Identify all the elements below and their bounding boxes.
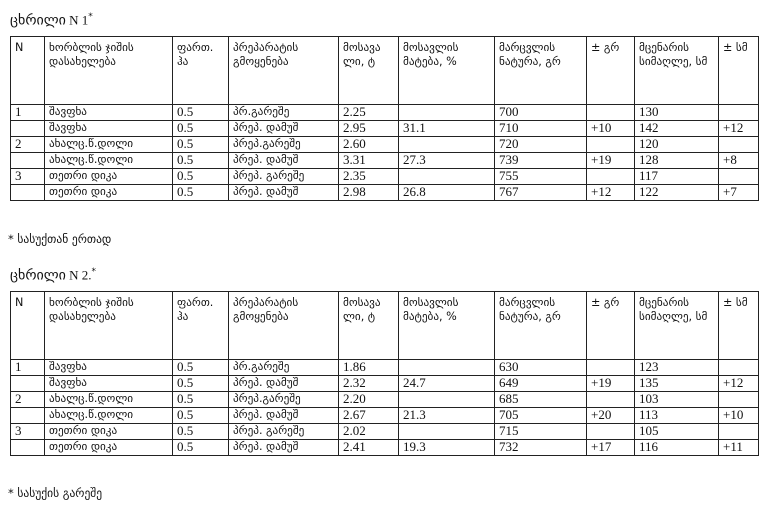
cell-treatment: პრეპ. დამუშ [229, 153, 339, 169]
table-row [11, 408, 759, 424]
cell-grain-diff [587, 169, 635, 185]
cell-yield-increase: 24.7 [399, 376, 495, 392]
cell-grain-diff [587, 392, 635, 408]
cell-plant-height: 122 [635, 185, 719, 201]
table1-title-mark: * [88, 12, 93, 22]
cell-treatment: პრეპ. დამუშ [229, 185, 339, 201]
table-row [11, 392, 759, 408]
header-yield: მოსავა ლი, ტ [339, 292, 399, 360]
cell-variety: შავფხა [45, 360, 173, 376]
table2-footnote: * სასუქის გარეშე [8, 486, 103, 500]
cell-height-diff: +12 [719, 376, 759, 392]
cell-number: 3 [11, 424, 45, 440]
cell-variety: თეთრი დიკა [45, 169, 173, 185]
cell-height-diff: +12 [719, 121, 759, 137]
cell-area: 0.5 [173, 121, 229, 137]
cell-area: 0.5 [173, 105, 229, 121]
cell-height-diff [719, 169, 759, 185]
cell-grain-diff: +19 [587, 153, 635, 169]
cell-grain-diff: +10 [587, 121, 635, 137]
table-row [11, 153, 759, 169]
cell-number: 1 [11, 105, 45, 121]
header-height-diff: ± სმ [719, 292, 759, 360]
cell-treatment: პრეპ. დამუშ [229, 440, 339, 456]
cell-grain-diff [587, 360, 635, 376]
table2-title-number: N 2. [65, 267, 92, 283]
table-row [11, 424, 759, 440]
header-grain-nature: მარცვლის ნატურა, გრ [495, 37, 587, 105]
cell-number [11, 408, 45, 424]
cell-grain-nature: 720 [495, 137, 587, 153]
cell-yield: 2.20 [339, 392, 399, 408]
cell-height-diff: +8 [719, 153, 759, 169]
cell-height-diff [719, 105, 759, 121]
cell-plant-height: 135 [635, 376, 719, 392]
cell-treatment: პრ.გარეშე [229, 360, 339, 376]
cell-grain-diff: +12 [587, 185, 635, 201]
cell-plant-height: 142 [635, 121, 719, 137]
header-variety: ხორბლის ჯიშის დასახელება [45, 37, 173, 105]
cell-number [11, 376, 45, 392]
header-grain-nature: მარცვლის ნატურა, გრ [495, 292, 587, 360]
cell-variety: ახალც.წ.დოლი [45, 408, 173, 424]
cell-yield: 2.67 [339, 408, 399, 424]
cell-variety: ახალც.წ.დოლი [45, 392, 173, 408]
cell-plant-height: 120 [635, 137, 719, 153]
cell-grain-nature: 649 [495, 376, 587, 392]
cell-variety: თეთრი დიკა [45, 185, 173, 201]
cell-variety: შავფხა [45, 121, 173, 137]
table2-title [10, 264, 96, 284]
cell-variety: თეთრი დიკა [45, 424, 173, 440]
cell-yield-increase [399, 105, 495, 121]
cell-grain-nature: 700 [495, 105, 587, 121]
cell-grain-nature: 715 [495, 424, 587, 440]
cell-height-diff: +7 [719, 185, 759, 201]
table2 [10, 291, 759, 456]
cell-yield: 2.32 [339, 376, 399, 392]
cell-plant-height: 116 [635, 440, 719, 456]
cell-height-diff [719, 360, 759, 376]
table-row [11, 121, 759, 137]
table2-title-mark: * [91, 267, 96, 277]
header-yield-increase: მოსავლის მატება, % [399, 292, 495, 360]
cell-yield: 2.41 [339, 440, 399, 456]
table-row [11, 360, 759, 376]
cell-height-diff [719, 392, 759, 408]
cell-number [11, 121, 45, 137]
table2-title-prefix: ცხრილი [10, 267, 66, 284]
cell-grain-nature: 767 [495, 185, 587, 201]
table-row [11, 169, 759, 185]
table1-title-prefix: ცხრილი [10, 12, 66, 29]
header-area: ფართ. ჰა [173, 292, 229, 360]
cell-treatment: პრეპ.გარეშე [229, 392, 339, 408]
cell-number [11, 185, 45, 201]
cell-yield-increase [399, 392, 495, 408]
header-grain-diff: ± გრ [587, 37, 635, 105]
cell-yield-increase: 21.3 [399, 408, 495, 424]
cell-variety: შავფხა [45, 376, 173, 392]
cell-grain-diff: +19 [587, 376, 635, 392]
cell-height-diff: +10 [719, 408, 759, 424]
cell-area: 0.5 [173, 360, 229, 376]
cell-yield: 2.60 [339, 137, 399, 153]
cell-grain-nature: 630 [495, 360, 587, 376]
cell-yield-increase: 19.3 [399, 440, 495, 456]
cell-number: 2 [11, 137, 45, 153]
cell-variety: შავფხა [45, 105, 173, 121]
cell-number: 1 [11, 360, 45, 376]
cell-number [11, 440, 45, 456]
cell-variety: ახალც.წ.დოლი [45, 153, 173, 169]
cell-area: 0.5 [173, 440, 229, 456]
header-yield-increase: მოსავლის მატება, % [399, 37, 495, 105]
header-plant-height: მცენარის სიმაღლე, სმ [635, 292, 719, 360]
cell-treatment: პრეპ. გარეშე [229, 424, 339, 440]
cell-treatment: პრეპ. დამუშ [229, 121, 339, 137]
header-area: ფართ. ჰა [173, 37, 229, 105]
header-treatment: პრეპარატის გმოყენება [229, 37, 339, 105]
cell-height-diff: +11 [719, 440, 759, 456]
cell-yield-increase [399, 424, 495, 440]
cell-yield: 1.86 [339, 360, 399, 376]
header-grain-diff: ± გრ [587, 292, 635, 360]
table1-footnote: * სასუქთან ერთად [8, 232, 112, 246]
cell-grain-nature: 732 [495, 440, 587, 456]
cell-grain-nature: 755 [495, 169, 587, 185]
cell-area: 0.5 [173, 153, 229, 169]
cell-grain-nature: 685 [495, 392, 587, 408]
cell-number: 3 [11, 169, 45, 185]
table-row [11, 440, 759, 456]
cell-number [11, 153, 45, 169]
cell-yield: 2.25 [339, 105, 399, 121]
cell-treatment: პრეპ. დამუშ [229, 376, 339, 392]
cell-grain-diff [587, 424, 635, 440]
cell-yield: 2.35 [339, 169, 399, 185]
cell-grain-diff: +17 [587, 440, 635, 456]
header-row [11, 37, 759, 105]
cell-treatment: პრეპ.გარეშე [229, 137, 339, 153]
cell-yield: 2.02 [339, 424, 399, 440]
cell-yield: 2.95 [339, 121, 399, 137]
cell-height-diff [719, 424, 759, 440]
table-row [11, 137, 759, 153]
cell-plant-height: 103 [635, 392, 719, 408]
cell-grain-nature: 710 [495, 121, 587, 137]
cell-grain-nature: 739 [495, 153, 587, 169]
table1-title-number: N 1 [65, 12, 89, 28]
cell-grain-diff [587, 105, 635, 121]
cell-area: 0.5 [173, 137, 229, 153]
header-variety: ხორბლის ჯიშის დასახელება [45, 292, 173, 360]
cell-plant-height: 128 [635, 153, 719, 169]
cell-variety: თეთრი დიკა [45, 440, 173, 456]
cell-yield-increase: 27.3 [399, 153, 495, 169]
table-row [11, 185, 759, 201]
cell-yield: 3.31 [339, 153, 399, 169]
cell-area: 0.5 [173, 424, 229, 440]
cell-plant-height: 117 [635, 169, 719, 185]
cell-area: 0.5 [173, 185, 229, 201]
cell-grain-nature: 705 [495, 408, 587, 424]
table-row [11, 376, 759, 392]
cell-yield-increase [399, 169, 495, 185]
cell-area: 0.5 [173, 376, 229, 392]
header-yield: მოსავა ლი, ტ [339, 37, 399, 105]
cell-area: 0.5 [173, 169, 229, 185]
cell-yield-increase: 31.1 [399, 121, 495, 137]
table1 [10, 36, 759, 201]
cell-plant-height: 123 [635, 360, 719, 376]
cell-area: 0.5 [173, 392, 229, 408]
cell-plant-height: 105 [635, 424, 719, 440]
cell-height-diff [719, 137, 759, 153]
cell-grain-diff: +20 [587, 408, 635, 424]
cell-yield-increase: 26.8 [399, 185, 495, 201]
cell-plant-height: 130 [635, 105, 719, 121]
cell-treatment: პრეპ. გარეშე [229, 169, 339, 185]
cell-plant-height: 113 [635, 408, 719, 424]
header-row [11, 292, 759, 360]
cell-variety: ახალც.წ.დოლი [45, 137, 173, 153]
cell-yield-increase [399, 360, 495, 376]
cell-yield-increase [399, 137, 495, 153]
cell-treatment: პრ.გარეშე [229, 105, 339, 121]
table-row [11, 105, 759, 121]
cell-grain-diff [587, 137, 635, 153]
header-height-diff: ± სმ [719, 37, 759, 105]
header-treatment: პრეპარატის გმოყენება [229, 292, 339, 360]
cell-area: 0.5 [173, 408, 229, 424]
header-plant-height: მცენარის სიმაღლე, სმ [635, 37, 719, 105]
cell-treatment: პრეპ. დამუშ [229, 408, 339, 424]
table1-title [10, 9, 93, 29]
header-number: N [11, 292, 45, 360]
cell-yield: 2.98 [339, 185, 399, 201]
cell-number: 2 [11, 392, 45, 408]
header-number: N [11, 37, 45, 105]
